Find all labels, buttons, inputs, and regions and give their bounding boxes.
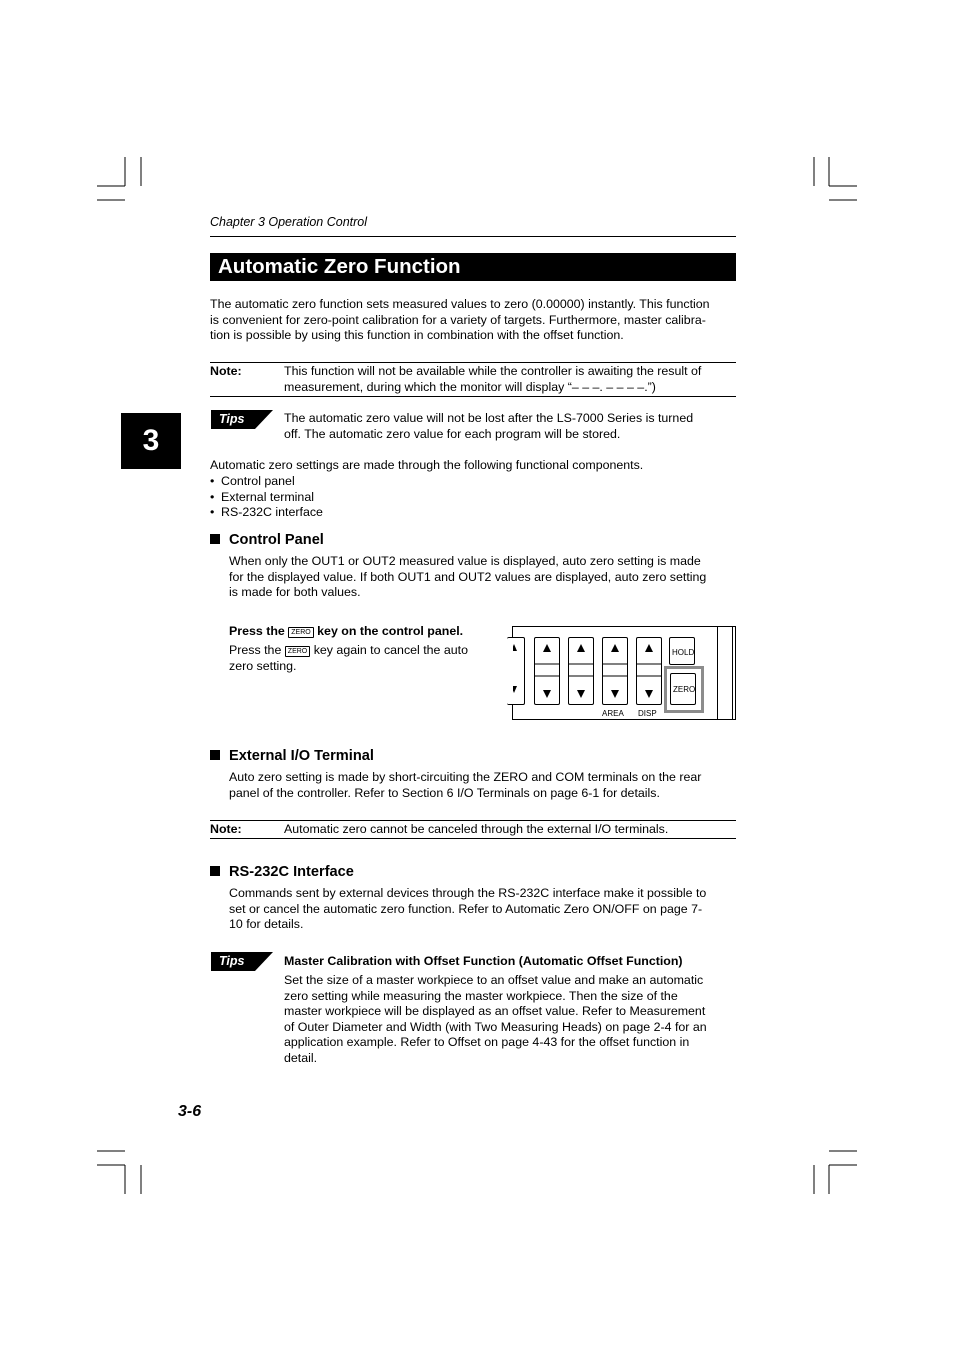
section-heading-text: External I/O Terminal xyxy=(229,748,374,764)
note1-line-1: This function will not be available while the controller is awaiting the result of xyxy=(284,364,702,378)
cancel-zero-instruction xyxy=(229,643,499,674)
up-down-key[interactable] xyxy=(568,637,594,705)
rs232c-line-1: Commands sent by external devices through the RS-232C interface make it possible to xyxy=(229,886,707,900)
tips2-line-1: Set the size of a master workpiece to an offset value and make an automatic xyxy=(284,973,704,987)
section-heading-external-io xyxy=(210,747,374,765)
tips2-line-6: detail. xyxy=(284,1050,318,1065)
control-panel-line-3: is made for both values. xyxy=(229,585,361,600)
section-heading-text: Control Panel xyxy=(229,532,324,548)
intro-line-2: is convenient for zero-point calibration for a variety of targets. Furthermore, master calibra- xyxy=(210,312,706,327)
section-heading-rs232c xyxy=(210,863,354,881)
square-bullet-icon xyxy=(210,534,220,544)
header-rule xyxy=(210,236,736,237)
external-io-line-1: Auto zero setting is made by short-circuiting the ZERO and COM terminals on the rear xyxy=(229,770,702,784)
control-panel-line-2: for the displayed value. If both OUT1 and OUT2 values are displayed, auto zero setting xyxy=(229,569,707,584)
list-item: • External terminal xyxy=(210,490,314,504)
tips2-line-3: master workpiece will be displayed as an offset value. Refer to Measurement xyxy=(284,1004,706,1019)
zero-key-icon: ZERO xyxy=(288,627,313,638)
hold-key-label: HOLD xyxy=(672,648,695,657)
chapter-header: Chapter 3 Operation Control xyxy=(210,215,368,229)
panel-right-edge xyxy=(732,627,733,719)
again-line-2: zero setting. xyxy=(229,658,297,673)
note1-text xyxy=(284,364,736,395)
area-label: AREA xyxy=(602,709,624,718)
note2-text: Automatic zero cannot be canceled through the external I/O terminals. xyxy=(284,822,669,836)
press-zero-instruction xyxy=(229,624,499,640)
up-down-arrows-icon xyxy=(637,638,661,704)
list-item-label: Control panel xyxy=(221,474,295,488)
page-number: 3-6 xyxy=(178,1103,202,1120)
zero-key[interactable] xyxy=(670,673,696,705)
note2-bottom-rule xyxy=(210,838,736,839)
tips1-line-2: off. The automatic zero value for each program will be stored. xyxy=(284,426,621,441)
press-pre: Press the xyxy=(229,624,285,638)
tips-label: Tips xyxy=(219,954,245,968)
page-title: Automatic Zero Function xyxy=(210,253,736,281)
square-bullet-icon xyxy=(210,866,220,876)
tips-badge xyxy=(211,410,273,429)
note2-top-rule xyxy=(210,820,736,821)
list-item: • RS-232C interface xyxy=(210,505,323,519)
rs232c-paragraph xyxy=(229,886,737,933)
tips2-text xyxy=(284,973,736,1067)
up-down-key[interactable] xyxy=(534,637,560,705)
rs232c-line-2: set or cancel the automatic zero function. Refer to Automatic Zero ON/OFF on page 7- xyxy=(229,901,703,916)
tips1-text xyxy=(284,411,736,442)
area-up-down-key[interactable] xyxy=(602,637,628,705)
press-post: key on the control panel. xyxy=(317,624,464,638)
zero-key-label: ZERO xyxy=(673,685,696,694)
external-io-line-2: panel of the controller. Refer to Section 6 I/O Terminals on page 6-1 for details. xyxy=(229,785,660,800)
tips2-heading: Master Calibration with Offset Function (Automatic Offset Function) xyxy=(284,954,683,968)
again-post: key again to cancel the auto xyxy=(313,643,469,657)
intro-paragraph xyxy=(210,297,738,344)
panel-right-edge xyxy=(717,627,718,719)
up-down-arrows-icon xyxy=(569,638,593,704)
list-item: • Control panel xyxy=(210,474,295,488)
intro-line-3: tion is possible by using this function in combination with the offset function. xyxy=(210,328,624,343)
up-down-arrows-icon xyxy=(535,638,559,704)
hold-key[interactable] xyxy=(669,637,695,665)
disp-label: DISP xyxy=(638,709,657,718)
note1-bottom-rule xyxy=(210,396,736,397)
note1-top-rule xyxy=(210,362,736,363)
note1-line-2: measurement, during which the monitor will display “– – –. – – – –.”) xyxy=(284,379,656,394)
tips2-line-2: zero setting while measuring the master workpiece. Then the size of the xyxy=(284,988,678,1003)
list-item-label: RS-232C interface xyxy=(221,505,323,519)
zero-key-icon: ZERO xyxy=(285,646,310,657)
rs232c-line-3: 10 for details. xyxy=(229,917,304,932)
tips-badge xyxy=(211,952,273,971)
section-heading-text: RS-232C Interface xyxy=(229,864,354,880)
list-item-label: External terminal xyxy=(221,490,314,504)
tips1-line-1: The automatic zero value will not be lost after the LS-7000 Series is turned xyxy=(284,411,694,425)
control-panel-illustration xyxy=(512,626,736,720)
disp-up-down-key[interactable] xyxy=(636,637,662,705)
note2-label: Note: xyxy=(210,822,242,836)
tips-label: Tips xyxy=(219,412,245,426)
section-heading-control-panel xyxy=(210,531,324,549)
chapter-tab: 3 xyxy=(121,413,181,469)
intro-line-1: The automatic zero function sets measured values to zero (0.00000) instantly. This function xyxy=(210,297,710,311)
square-bullet-icon xyxy=(210,750,220,760)
control-panel-paragraph xyxy=(229,554,737,601)
tips2-line-4: of Outer Diameter and Width (with Two Measuring Heads) on page 2-4 for an xyxy=(284,1019,707,1034)
control-panel-line-1: When only the OUT1 or OUT2 measured value is displayed, auto zero setting is made xyxy=(229,554,701,568)
up-down-arrows-icon xyxy=(603,638,627,704)
note1-label: Note: xyxy=(210,364,242,378)
external-io-paragraph xyxy=(229,770,737,801)
again-pre: Press the xyxy=(229,643,282,657)
components-intro: Automatic zero settings are made through the following functional components. xyxy=(210,458,644,472)
tips2-line-5: application example. Refer to Offset on page 4-43 for the offset function in xyxy=(284,1035,690,1050)
